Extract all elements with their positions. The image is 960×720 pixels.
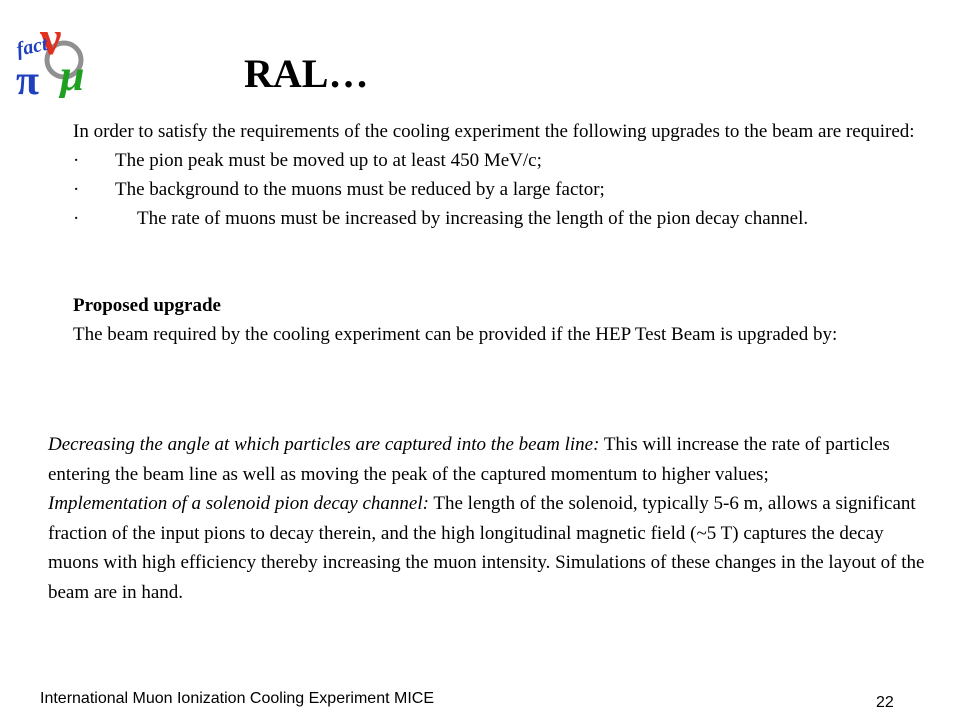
page-number: 22 [876,694,894,711]
requirements-section [73,117,951,349]
upgrade-item-lead: Implementation of a solenoid pion decay channel: [48,493,429,514]
upgrade-item-lead: Decreasing the angle at which particles are captured into the beam line: [48,434,600,455]
upgrade-item [48,430,938,489]
bullet-text: The rate of muons must be increased by increasing the length of the pion decay channel. [137,208,809,229]
bullet-item [73,175,951,204]
footer-text: International Muon Ionization Cooling Experiment MICE [40,690,434,707]
bullet-text: The background to the muons must be reduced by a large factor; [115,179,605,200]
upgrade-item [48,489,938,607]
logo-mu: μ [60,51,85,98]
nufact-logo [14,14,104,98]
upgrade-details [48,430,938,607]
bullet-text: The pion peak must be moved up to at least 450 MeV/c; [115,150,542,171]
bullet-item [73,204,951,233]
proposed-upgrade-heading: Proposed upgrade [73,295,221,316]
proposed-upgrade-text: The beam required by the cooling experiment can be provided if the HEP Test Beam is upgraded by: [73,324,838,345]
upgrade-item-text: The length of the solenoid, typically 5-6 m, allows a significant fraction of the input pions to decay therein, and the high longitudinal magnetic field (~5 T) captures the decay muons with high efficiency thereby increasing the muon intensity. Simulations of these changes in the layout of the beam are in hand. [48,493,925,603]
bullet-marker: · [73,150,80,171]
bullet-marker: · [73,208,80,229]
logo-fact: fact [14,32,50,61]
slide-title: RAL… [244,51,369,96]
bullet-item [73,146,951,175]
bullet-marker: · [73,179,80,200]
logo-nu: ν [40,14,62,65]
logo-pi: π [16,58,40,98]
intro-paragraph: In order to satisfy the requirements of the cooling experiment the following upgrades to the beam are required: [73,121,915,142]
upgrade-item-text: This will increase the rate of particles entering the beam line as well as moving the peak of the captured momentum to higher values; [48,434,890,485]
